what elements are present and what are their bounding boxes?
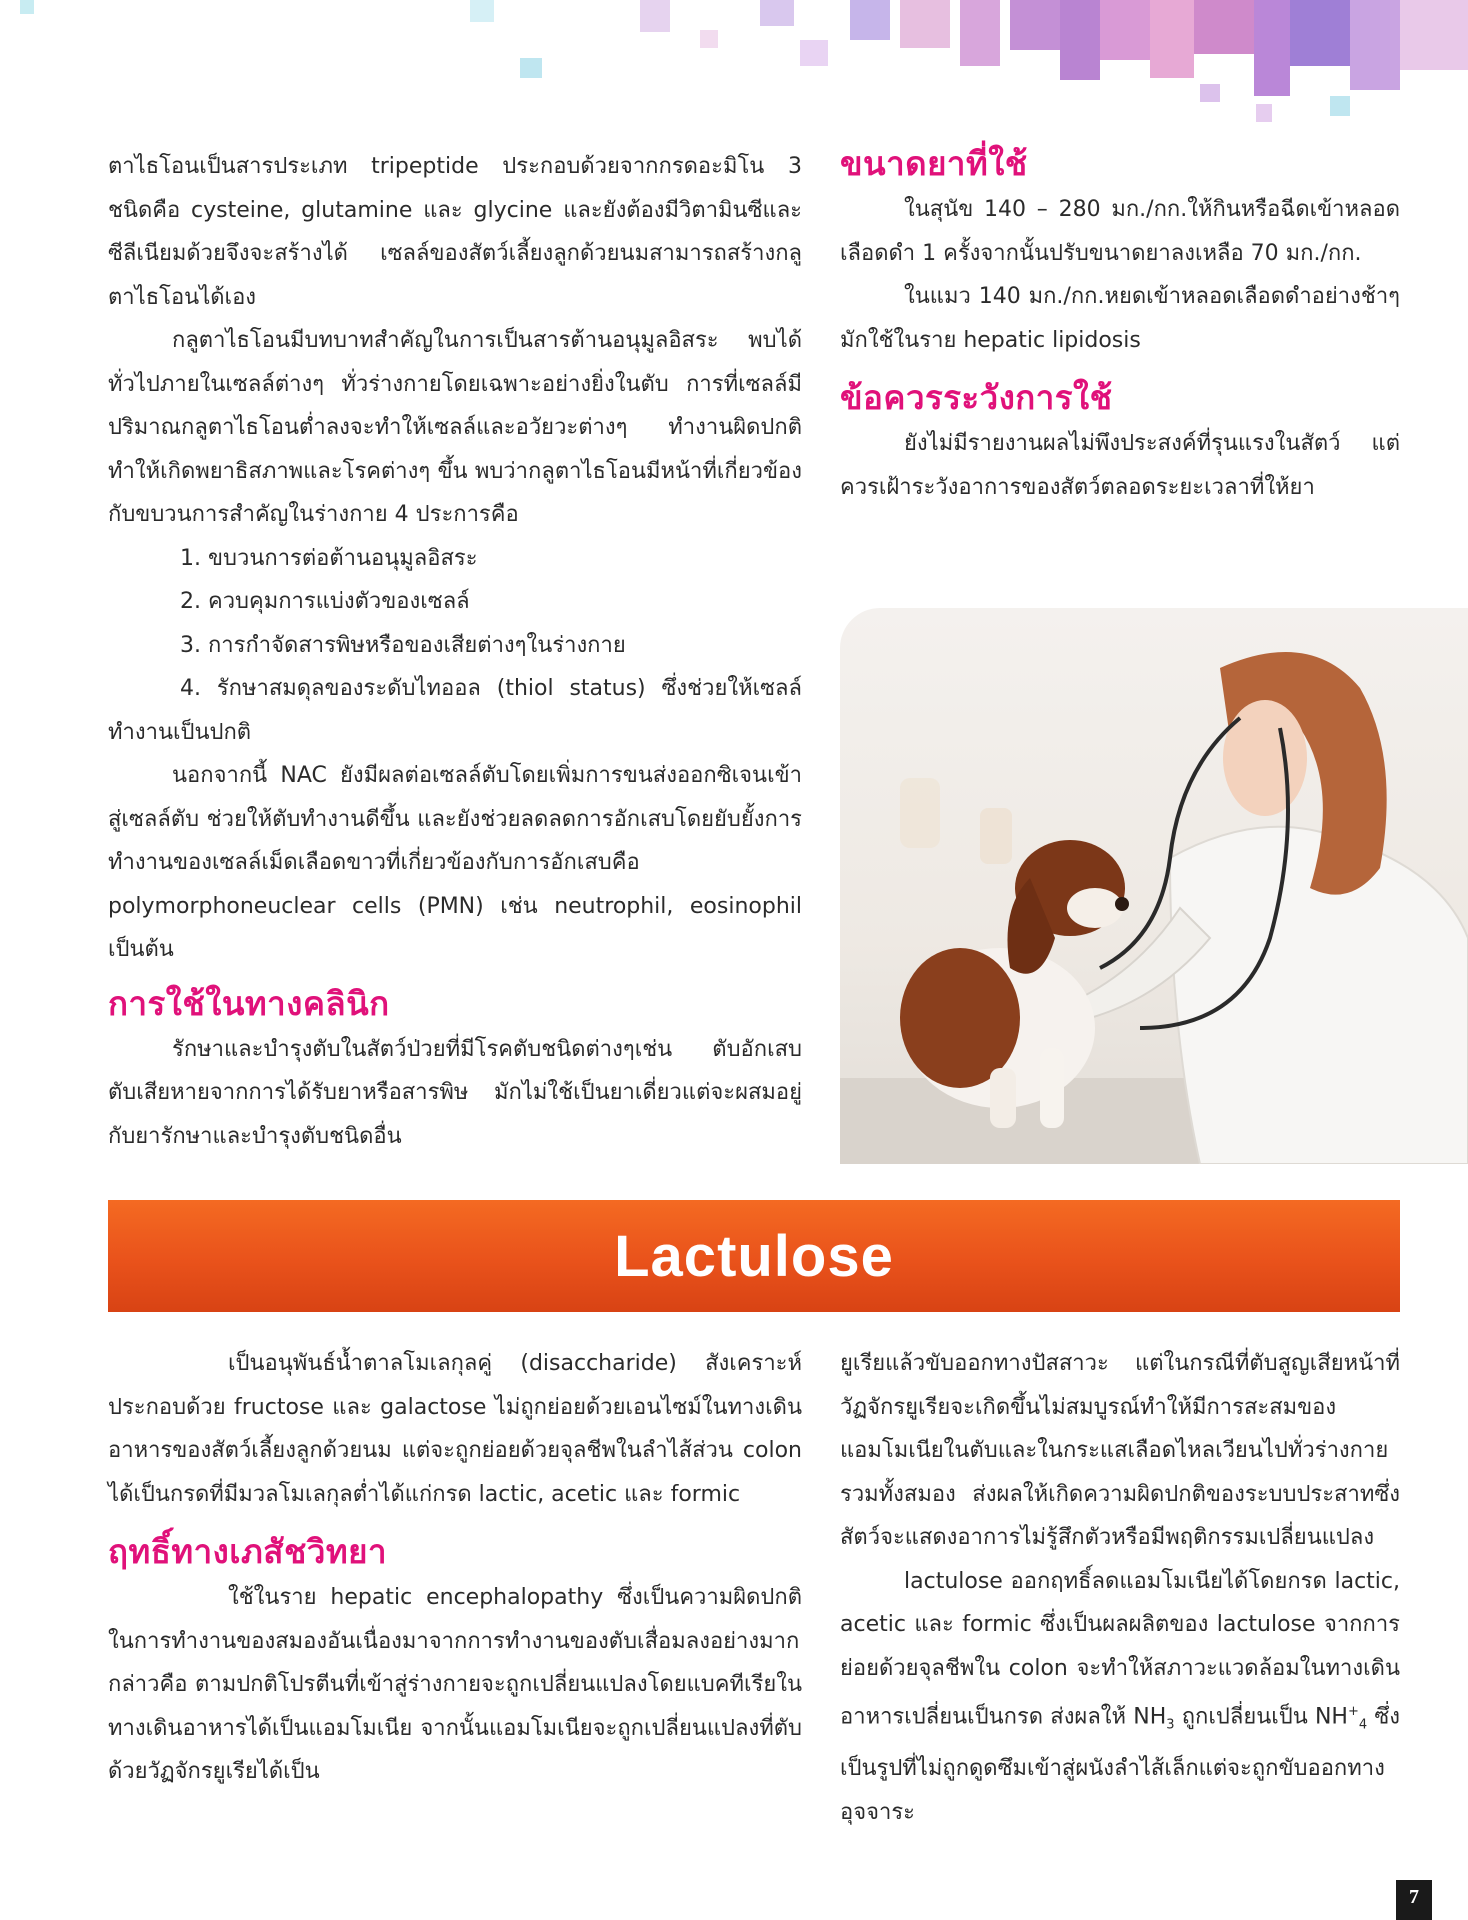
mechanism-text-a: lactulose ออกฤทธิ์ลดแอมโมเนียได้โดยกรด lactic, acetic และ formic ซึ่งเป็นผลผลิตของ lactulose จากการย่อยด้วยจุลชีพใน colon จะทำให้สภาวะแวดล้อมในทางเดินอาหารเปลี่ยนเป็นกรด ส่งผลให้ NH [840,1568,1400,1730]
mechanism-text-c: ซึ่งเป็นรูปที่ไม่ถูกดูดซึมเข้าสู่ผนังลำไส้เล็กแต่จะถูกขับออกทางอุจจาระ [840,1704,1401,1825]
glutathione-paragraph-2: กลูตาไธโอนมีบทบาทสำคัญในการเป็นสารต้านอนุมูลอิสระ พบได้ทั่วไปภายในเซลล์ต่างๆ ทั่วร่างกายโดยเฉพาะอย่างยิ่งในตับ การที่เซลล์มีปริมาณกลูตาไธโอนต่ำลงจะทำให้เซลล์และอวัยวะต่างๆ ทำงานผิดปกติทำให้เกิดพยาธิสภาพและโรคต่างๆ ขึ้น พบว่ากลูตาไธโอนมีหน้าที่เกี่ยวข้องกับขบวนการสำคัญในร่างกาย 4 ประการคือ [108,328,802,527]
left-column-top [108,145,802,1158]
glutathione-paragraph-1: ตาไธโอนเป็นสารประเภท tripeptide ประกอบด้วยจากกรดอะมิโน 3 ชนิดคือ cysteine, glutamine และ glycine และยังต้องมีวิตามินซีและซีลีเนียมด้วยจึงจะสร้างได้ เซลล์ของสัตว์เลี้ยงลูกด้วยนมสามารถสร้างกลูตาไธโอนได้เอง [108,154,802,310]
lactulose-banner [108,1200,1400,1312]
lactulose-intro: เป็นอนุพันธ์น้ำตาลโมเลกุลคู่ (disaccharide) สังเคราะห์ประกอบด้วย fructose และ galactose ไม่ถูกย่อยด้วยเอนไซม์ในทางเดินอาหารของสัตว์เลี้ยงลูกด้วยนม แต่จะถูกย่อยด้วยจุลชีพในลำไส้ส่วน colon ได้เป็นกรดที่มีมวลโมเลกุลต่ำได้แก่กรด lactic, acetic และ formic [108,1351,802,1507]
page-number: 7 [1396,1880,1432,1920]
clinical-use-heading: การใช้ในทางคลินิก [108,983,390,1023]
vet-dog-photo [840,608,1468,1164]
dosage-dog-text: ในสุนัข 140 – 280 มก./กก.ให้กินหรือฉีดเข้าหลอดเลือดดำ 1 ครั้งจากนั้นปรับขนาดยาลงเหลือ 70 มก./กก. [840,197,1400,266]
clinical-use-text: รักษาและบำรุงตับในสัตว์ป่วยที่มีโรคตับชนิดต่างๆเช่น ตับอักเสบ ตับเสียหายจากการได้รับยาหรือสารพิษ มักไม่ใช้เป็นยาเดี่ยวแต่จะผสมอยู่กับยารักษาและบำรุงตับชนิดอื่น [108,1036,802,1149]
banner-title: Lactulose [614,1223,894,1289]
right-column-top [840,140,1400,509]
dosage-cat-text: ในแมว 140 มก./กก.หยดเข้าหลอดเลือดดำอย่างช้าๆ มักใช้ในราย hepatic lipidosis [840,284,1400,353]
subscript-4: 4 [1358,1717,1368,1733]
list-item: 2. ควบคุมการแบ่งตัวของเซลล์ [180,589,470,614]
caution-text: ยังไม่มีรายงานผลไม่พึงประสงค์ที่รุนแรงในสัตว์ แต่ควรเฝ้าระวังอาการของสัตว์ตลอดระยะเวลาที่ให้ยา [840,431,1400,500]
right-column-bottom [840,1342,1400,1834]
pharmacology-text: ใช้ในราย hepatic encephalopathy ซึ่งเป็นความผิดปกติในการทำงานของสมองอันเนื่องมาจากการทำงานของตับเสื่อมลงอย่างมากกล่าวคือ ตามปกติโปรตีนที่เข้าสู่ร่างกายจะถูกเปลี่ยนแปลงโดยแบคทีเรียในทางเดินอาหารได้เป็นแอมโมเนีย จากนั้นแอมโมเนียจะถูกเปลี่ยนแปลงที่ตับด้วยวัฏจักรยูเรียได้เป็น [108,1585,802,1784]
nac-paragraph: นอกจากนี้ NAC ยังมีผลต่อเซลล์ตับโดยเพิ่มการขนส่งออกซิเจนเข้าสู่เซลล์ตับ ช่วยให้ตับทำงานดีขึ้น และยังช่วยลดลดการอักเสบโดยยับยั้งการทำงานของเซลล์เม็ดเลือดขาวที่เกี่ยวข้องกับการอักเสบคือ polymorphoneuclear cells (PMN) เช่น neutrophil, eosinophil เป็นต้น [108,763,802,962]
pharmacology-heading: ฤทธิ์ทางเภสัชวิทยา [108,1532,387,1571]
urea-paragraph: ยูเรียแล้วขับออกทางปัสสาวะ แต่ในกรณีที่ตับสูญเสียหน้าที่วัฏจักรยูเรียจะเกิดขึ้นไม่สมบูรณ์ทำให้มีการสะสมของแอมโมเนียในตับและในกระแสเลือดไหลเวียนไปทั่วร่างกายรวมทั้งสมอง ส่งผลให้เกิดความผิดปกติของระบบประสาทซึ่งสัตว์จะแสดงอาการไม่รู้สึกตัวหรือมีพฤติกรรมเปลี่ยนแปลง [840,1351,1400,1550]
superscript-plus: + [1347,1704,1359,1719]
caution-heading: ข้อควรระวังการใช้ [840,378,1113,417]
lactulose-mechanism-paragraph [840,1560,1400,1835]
left-column-bottom [108,1342,802,1794]
list-item: 4. รักษาสมดุลของระดับไทออล (thiol status) ซึ่งช่วยให้เซลล์ทำงานเป็นปกติ [108,676,802,745]
header-decoration [0,0,1468,140]
dosage-heading: ขนาดยาที่ใช้ [840,144,1028,183]
subscript-3: 3 [1166,1717,1175,1733]
vet-examining-dog-illustration [840,608,1468,1164]
list-item: 1. ขบวนการต่อต้านอนุมูลอิสระ [180,545,478,571]
list-item: 3. การกำจัดสารพิษหรือของเสียต่างๆในร่างกาย [180,632,626,658]
mechanism-text-b: ถูกเปลี่ยนเป็น NH [1174,1704,1348,1730]
